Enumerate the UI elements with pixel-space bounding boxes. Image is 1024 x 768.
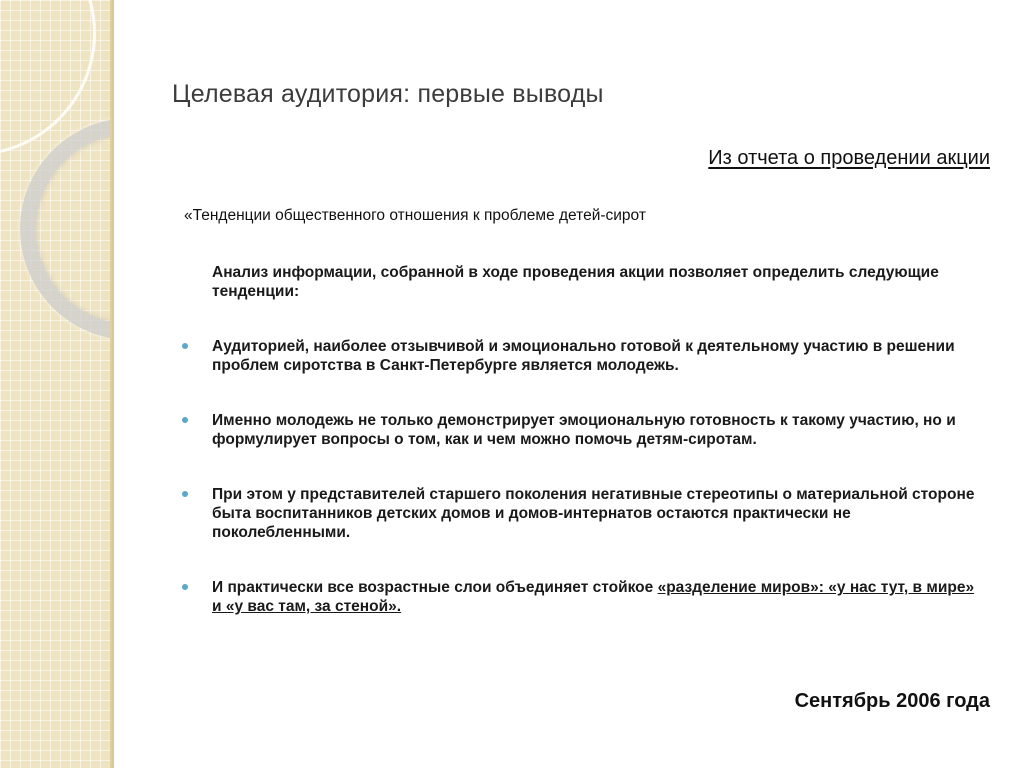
bullet-dot-icon <box>182 491 188 497</box>
conclusions-list <box>180 337 982 652</box>
list-item-text: Именно молодежь не только демонстрирует эмоциональную готовность к такому участию, но и формулирует вопросы о том, как и чем можно помочь детям-сиротам. <box>212 412 956 448</box>
section-subtitle: «Тенденции общественного отношения к проблеме детей-сирот <box>184 207 646 224</box>
decorative-ring-middle <box>20 118 114 340</box>
source-heading <box>708 147 990 170</box>
decorative-side-strip <box>0 0 114 768</box>
underlined-quote: «разделение миров»: «у нас тут, в мире» и «у вас там, за стеной». <box>212 579 975 615</box>
bullet-dot-icon <box>182 584 188 590</box>
list-item-text: Аудиторией, наиболее отзывчивой и эмоционально готовой к деятельному участию в решении проблем сиротства в Санкт-Петербурге является молодежь. <box>212 338 955 374</box>
list-item <box>180 578 982 616</box>
slide-title: Целевая аудитория: первые выводы <box>172 80 604 108</box>
list-item-text: При этом у представителей старшего поколения негативные стереотипы о материальной стороне быта воспитанников детских домов и домов-интернатов остаются практически не поколебленными. <box>212 486 975 541</box>
report-date: Сентябрь 2006 года <box>794 690 990 712</box>
bullet-dot-icon <box>182 343 188 349</box>
list-item-text: И практически все возрастные слои объединяет стойкое <box>212 579 658 596</box>
bullet-dot-icon <box>182 417 188 423</box>
list-item <box>180 485 982 542</box>
list-item <box>180 411 982 449</box>
intro-paragraph: Анализ информации, собранной в ходе проведения акции позволяет определить следующие тенденции: <box>212 264 939 300</box>
source-heading-text: Из отчета о проведении акции <box>708 147 990 169</box>
list-item <box>180 337 982 375</box>
